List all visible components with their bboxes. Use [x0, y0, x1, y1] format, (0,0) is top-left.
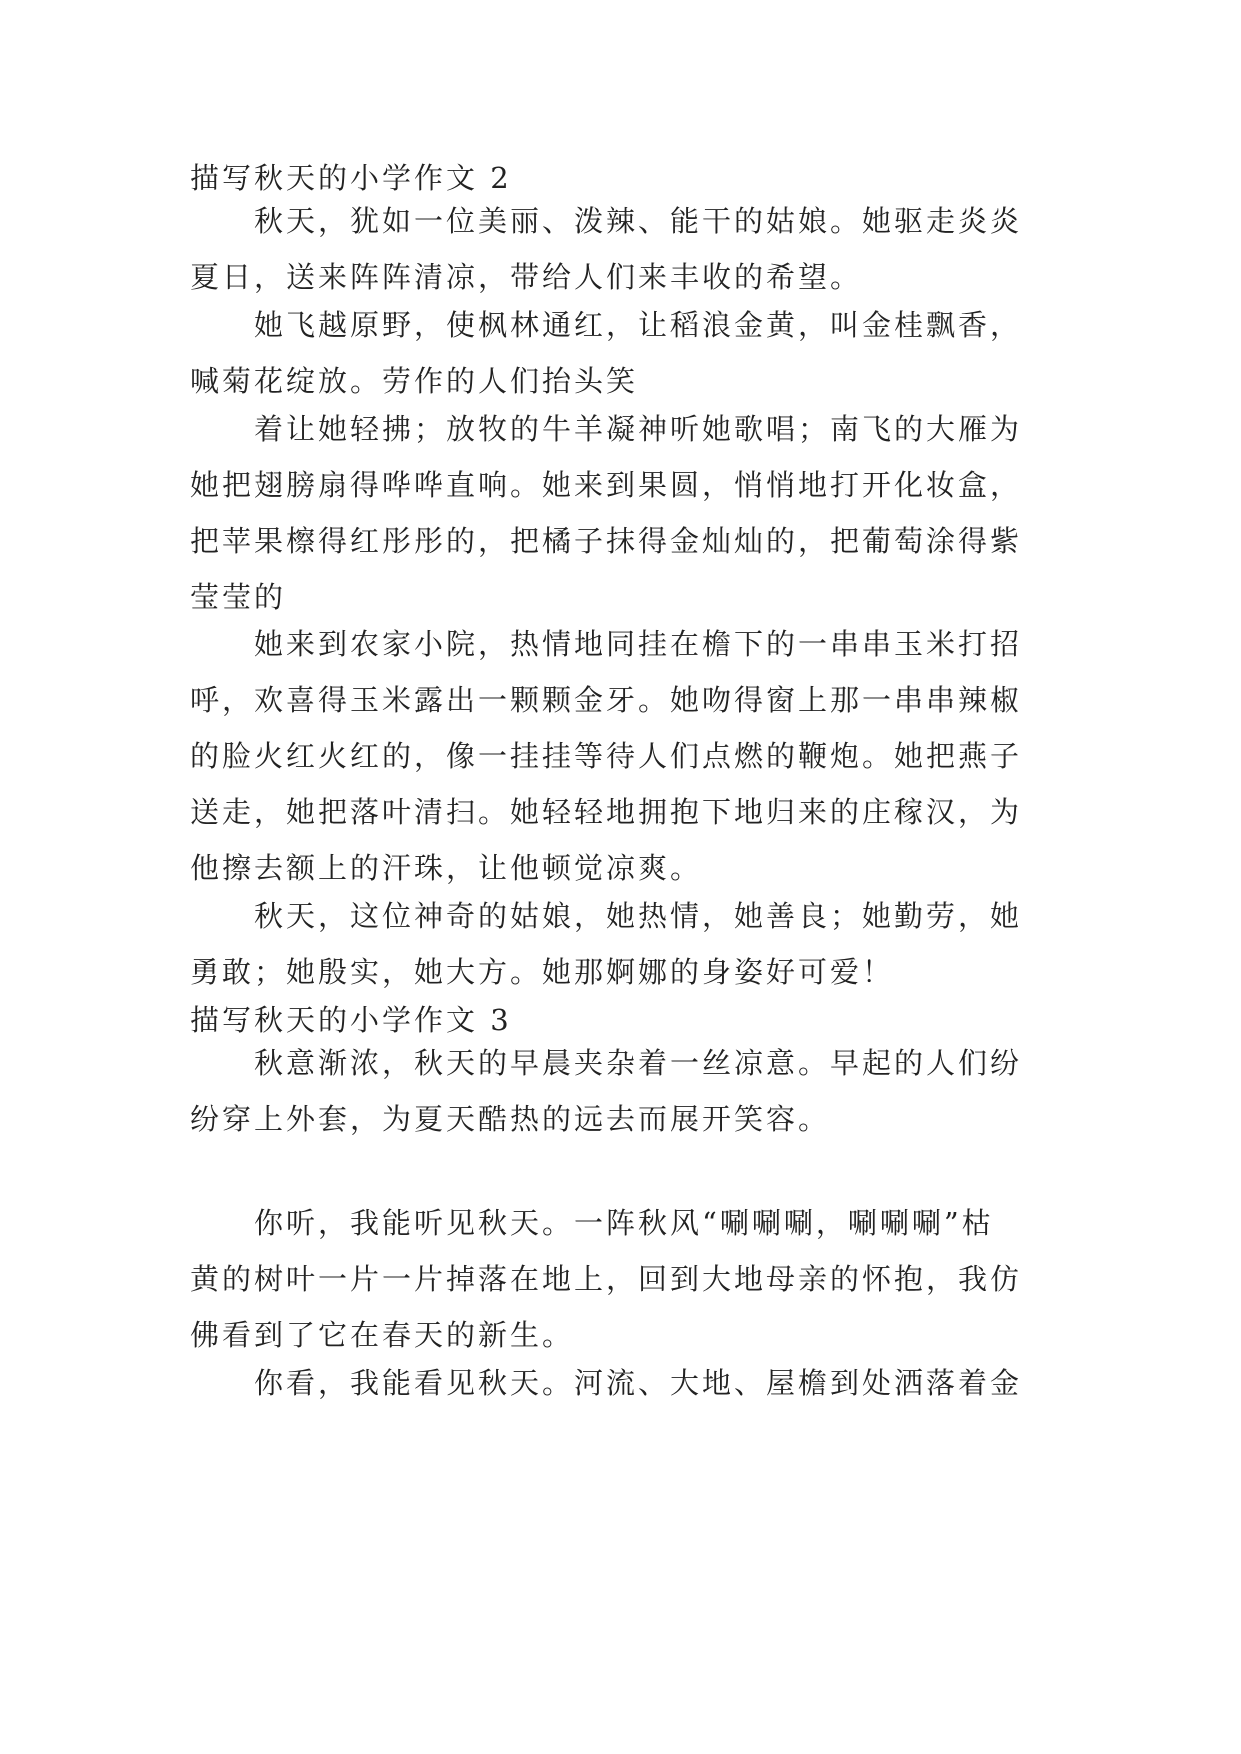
- paragraph-line: 勇敢；她殷实，她大方。她那婀娜的身姿好可爱！: [190, 955, 895, 989]
- paragraph-line: 把苹果檫得红彤彤的，把橘子抹得金灿灿的，把葡萄涂得紫: [190, 524, 1023, 558]
- paragraph-line: 夏日，送来阵阵清凉，带给人们来丰收的希望。: [190, 260, 863, 294]
- paragraph-line: 你听，我能听见秋天。一阵秋风“唰唰唰，唰唰唰”枯: [254, 1206, 994, 1240]
- paragraph-line: 的脸火红火红的，像一挂挂等待人们点燃的鞭炮。她把燕子: [190, 739, 1023, 773]
- paragraph: [190, 1355, 1050, 1411]
- paragraph-line: 她来到农家小院，热情地同挂在檐下的一串串玉米打招: [254, 627, 1023, 661]
- paragraph-line: 呼，欢喜得玉米露出一颗颗金牙。她吻得窗上那一串串辣椒: [190, 683, 1023, 717]
- paragraph-line: 着让她轻拂；放牧的牛羊凝神听她歌唱；南飞的大雁为: [254, 412, 1023, 446]
- paragraph-line: 秋意渐浓，秋天的早晨夹杂着一丝凉意。早起的人们纷: [254, 1046, 1023, 1080]
- paragraph-line: 喊菊花绽放。劳作的人们抬头笑: [190, 364, 639, 398]
- paragraph-line: 佛看到了它在春天的新生。: [190, 1318, 575, 1352]
- paragraph-line: 你看，我能看见秋天。河流、大地、屋檐到处洒落着金: [254, 1366, 1023, 1400]
- paragraph: [190, 297, 1050, 409]
- paragraph: [190, 401, 1050, 625]
- paragraph-line: 纷穿上外套，为夏天酷热的远去而展开笑容。: [190, 1102, 831, 1136]
- paragraph-line: 他擦去额上的汗珠，让他顿觉凉爽。: [190, 851, 703, 885]
- paragraph-line: 秋天，犹如一位美丽、泼辣、能干的姑娘。她驱走炎炎: [254, 204, 1023, 238]
- paragraph-line: 黄的树叶一片一片掉落在地上，回到大地母亲的怀抱，我仿: [190, 1262, 1023, 1296]
- paragraph: [190, 1035, 1050, 1147]
- paragraph-line: 她飞越原野，使枫林通红，让稻浪金黄，叫金桂飘香，: [254, 308, 1023, 342]
- paragraph-line: 莹莹的: [190, 580, 287, 614]
- paragraph: [190, 616, 1050, 896]
- heading-line: 描写秋天的小学作文 2: [190, 161, 512, 195]
- paragraph: [190, 1195, 1050, 1363]
- paragraph-line: 她把翅膀扇得哗哗直响。她来到果圆，悄悄地打开化妆盒，: [190, 468, 1023, 502]
- paragraph: [190, 888, 1050, 1000]
- paragraph: [190, 193, 1050, 305]
- heading-line: 描写秋天的小学作文 3: [190, 1003, 512, 1037]
- paragraph-line: 秋天，这位神奇的姑娘，她热情，她善良；她勤劳，她: [254, 899, 1023, 933]
- paragraph-line: 送走，她把落叶清扫。她轻轻地拥抱下地归来的庄稼汉，为: [190, 795, 1023, 829]
